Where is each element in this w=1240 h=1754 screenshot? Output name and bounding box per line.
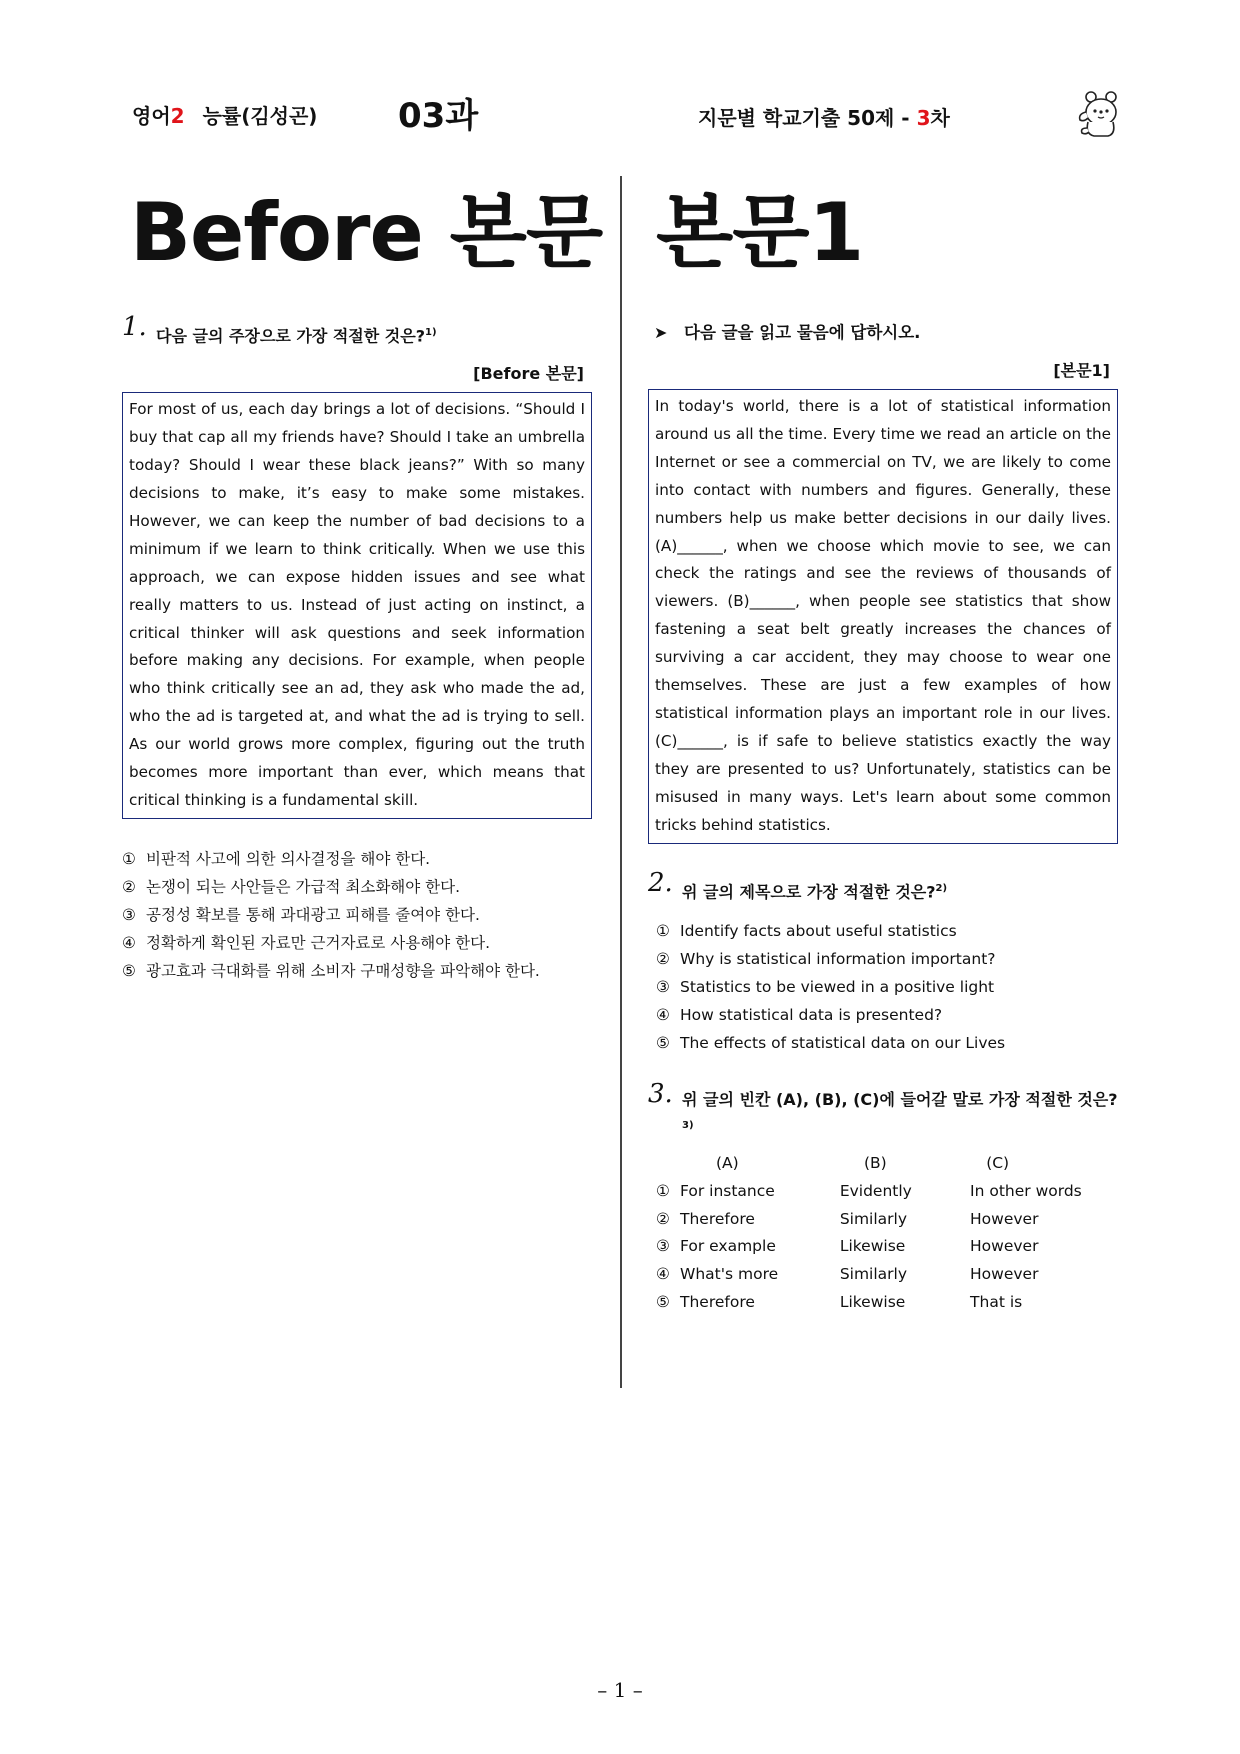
option-row-2[interactable] [656,1206,1118,1234]
choice-mark: ① [656,921,670,940]
option-c: However [970,1264,1039,1283]
option-c: However [970,1237,1039,1256]
question-2-header [648,867,1118,903]
series-info [698,102,950,131]
question-prompt: 다음 글의 주장으로 가장 적절한 것은? [156,326,425,346]
footnote-ref: 3) [682,1119,694,1131]
option-row-5[interactable] [656,1289,1118,1317]
passage-box [648,389,1118,844]
option-b: Likewise [839,1237,906,1256]
option-a: For instance [680,1181,775,1200]
choice-text: 광고효과 극대화를 위해 소비자 구매성향을 파악해야 한다. [146,961,540,980]
bear-mascot-icon [1074,88,1126,140]
option-b: Similarly [839,1264,908,1283]
choice-3[interactable] [656,973,1118,1001]
instruction-text: 다음 글을 읽고 물음에 답하시오. [684,323,921,342]
arrow-icon: ➤ [654,323,668,342]
choice-mark: ④ [656,1264,670,1283]
publisher: 능률(김성곤) [202,104,318,128]
choice-5[interactable] [656,1029,1118,1057]
choice-text: 공정성 확보를 통해 과대광고 피해를 줄여야 한다. [146,905,480,924]
footnote-ref: 2) [935,882,948,894]
question-number: 3. [648,1078,673,1109]
choice-mark: ③ [656,1237,670,1256]
choice-mark: ④ [656,1005,670,1024]
choice-4[interactable] [122,929,592,957]
option-c: That is [970,1292,1023,1311]
option-a: For example [680,1237,776,1256]
choice-text: Statistics to be viewed in a positive light [680,977,995,996]
choice-5[interactable] [122,957,592,985]
passage-box [122,392,592,819]
question-number: 1. [122,312,147,342]
left-section-title: Before 본문 [130,186,603,279]
choice-2[interactable] [656,945,1118,973]
choice-text: Identify facts about useful statistics [680,921,957,940]
course-info [132,100,317,129]
choice-mark: ② [656,949,670,968]
instruction [648,322,1118,344]
option-b: Likewise [839,1292,906,1311]
question-prompt: 위 글의 제목으로 가장 적절한 것은? [682,881,936,901]
choice-mark: ① [122,849,136,868]
question-3 [648,1078,1118,1317]
option-a: What's more [680,1264,779,1283]
reading-section [648,322,1118,1316]
passage-text: In today's world, there is a lot of statistical information around us all the time. Every time we read an article on the Internet or see a commercial on TV, we are likely to come into contact with numbers and figures. Generally, these numbers help us make better decisions in our daily lives. (A)______, when we choose which movie to see, we can check the ratings and see the reviews of thousands of viewers. (B)______, when people see statistics that show fastening a seat belt greatly increases the chances of surviving a car accident, they may choose to wear one themselves. These are just a few examples of how statistical information plays an important role in our lives. (C)______, is if safe to believe statistics exactly the way they are presented to us? Unfortunately, statistics can be misused in many ways. Let's learn about some common tricks behind statistics. [655,397,1111,834]
option-row-4[interactable] [656,1261,1118,1289]
lesson-number: 03과 [398,96,479,136]
round-suffix: 차 [930,106,950,130]
option-b: Evidently [839,1181,912,1200]
footnote-ref: 1) [424,327,437,338]
choice-mark: ⑤ [122,961,136,980]
choice-text: 정확하게 확인된 자료만 근거자료로 사용해야 한다. [146,933,490,952]
question-1 [122,312,592,985]
choice-text: Why is statistical information important? [680,949,996,968]
option-row-3[interactable] [656,1233,1118,1261]
choice-2[interactable] [122,873,592,901]
option-c: However [970,1209,1039,1228]
choice-mark: ② [122,877,136,896]
choice-mark: ⑤ [656,1033,670,1052]
passage-text: For most of us, each day brings a lot of decisions. “Should I buy that cap all my friends have? Should I take an umbrella today? Should I wear these black jeans?” With so many decisions to make, it’s easy to make some mistakes. However, we can keep the number of bad decisions to a minimum if we learn to think critically. When we use this approach, we can expose hidden issues and see what really matters to us. Instead of just acting on instinct, a critical thinker will ask questions and seek information before making any decisions. For example, when people who think critically see an ad, they ask who made the ad, who the ad is targeted at, and what the ad is trying to sell. As our world grows more complex, figuring out the truth becomes more important than ever, which means that critical thinking is a fundamental skill. [129,400,585,810]
source-tag: [본문1] [1053,361,1110,380]
blank-options-table [648,1150,1118,1316]
option-c: In other words [970,1181,1082,1200]
option-a: Therefore [680,1209,755,1228]
header-c: (C) [986,1154,1010,1173]
header-b: (B) [863,1154,887,1173]
question-1-header [122,312,592,347]
choice-1[interactable] [122,845,592,873]
source-tag: [Before 본문] [473,364,584,384]
table-header-row [656,1150,1118,1178]
question-prompt: 위 글의 빈칸 (A), (B), (C)에 들어갈 말로 가장 적절한 것은? [682,1089,1118,1109]
option-b: Similarly [839,1209,908,1228]
choice-text: 논쟁이 되는 사안들은 가급적 최소화해야 한다. [146,877,461,896]
question-3-header [648,1078,1118,1142]
right-section-title: 본문1 [656,186,864,279]
choice-1[interactable] [656,917,1118,945]
page-number: – 1 – [597,1678,643,1702]
series-title: 지문별 학교기출 50제 - [698,106,910,130]
choice-3[interactable] [122,901,592,929]
choice-mark: ④ [122,933,136,952]
question-2 [648,867,1118,1057]
question-number: 2. [648,867,673,898]
choice-mark: ⑤ [656,1292,670,1311]
choice-mark: ② [656,1209,670,1228]
choice-text: How statistical data is presented? [680,1005,943,1024]
round-number: 3 [916,106,931,130]
column-divider [620,176,622,1388]
subject-number: 2 [170,104,185,128]
answer-choices [122,845,592,985]
choice-mark: ① [656,1181,670,1200]
page-header [132,92,1122,136]
choice-text: The effects of statistical data on our Lives [680,1033,1006,1052]
choice-mark: ③ [122,905,136,924]
option-row-1[interactable] [656,1178,1118,1206]
choice-mark: ③ [656,977,670,996]
subject: 영어 [132,104,171,128]
answer-choices [648,917,1118,1057]
header-a: (A) [716,1154,739,1173]
choice-4[interactable] [656,1001,1118,1029]
option-a: Therefore [680,1292,755,1311]
choice-text: 비판적 사고에 의한 의사결정을 해야 한다. [146,849,431,868]
